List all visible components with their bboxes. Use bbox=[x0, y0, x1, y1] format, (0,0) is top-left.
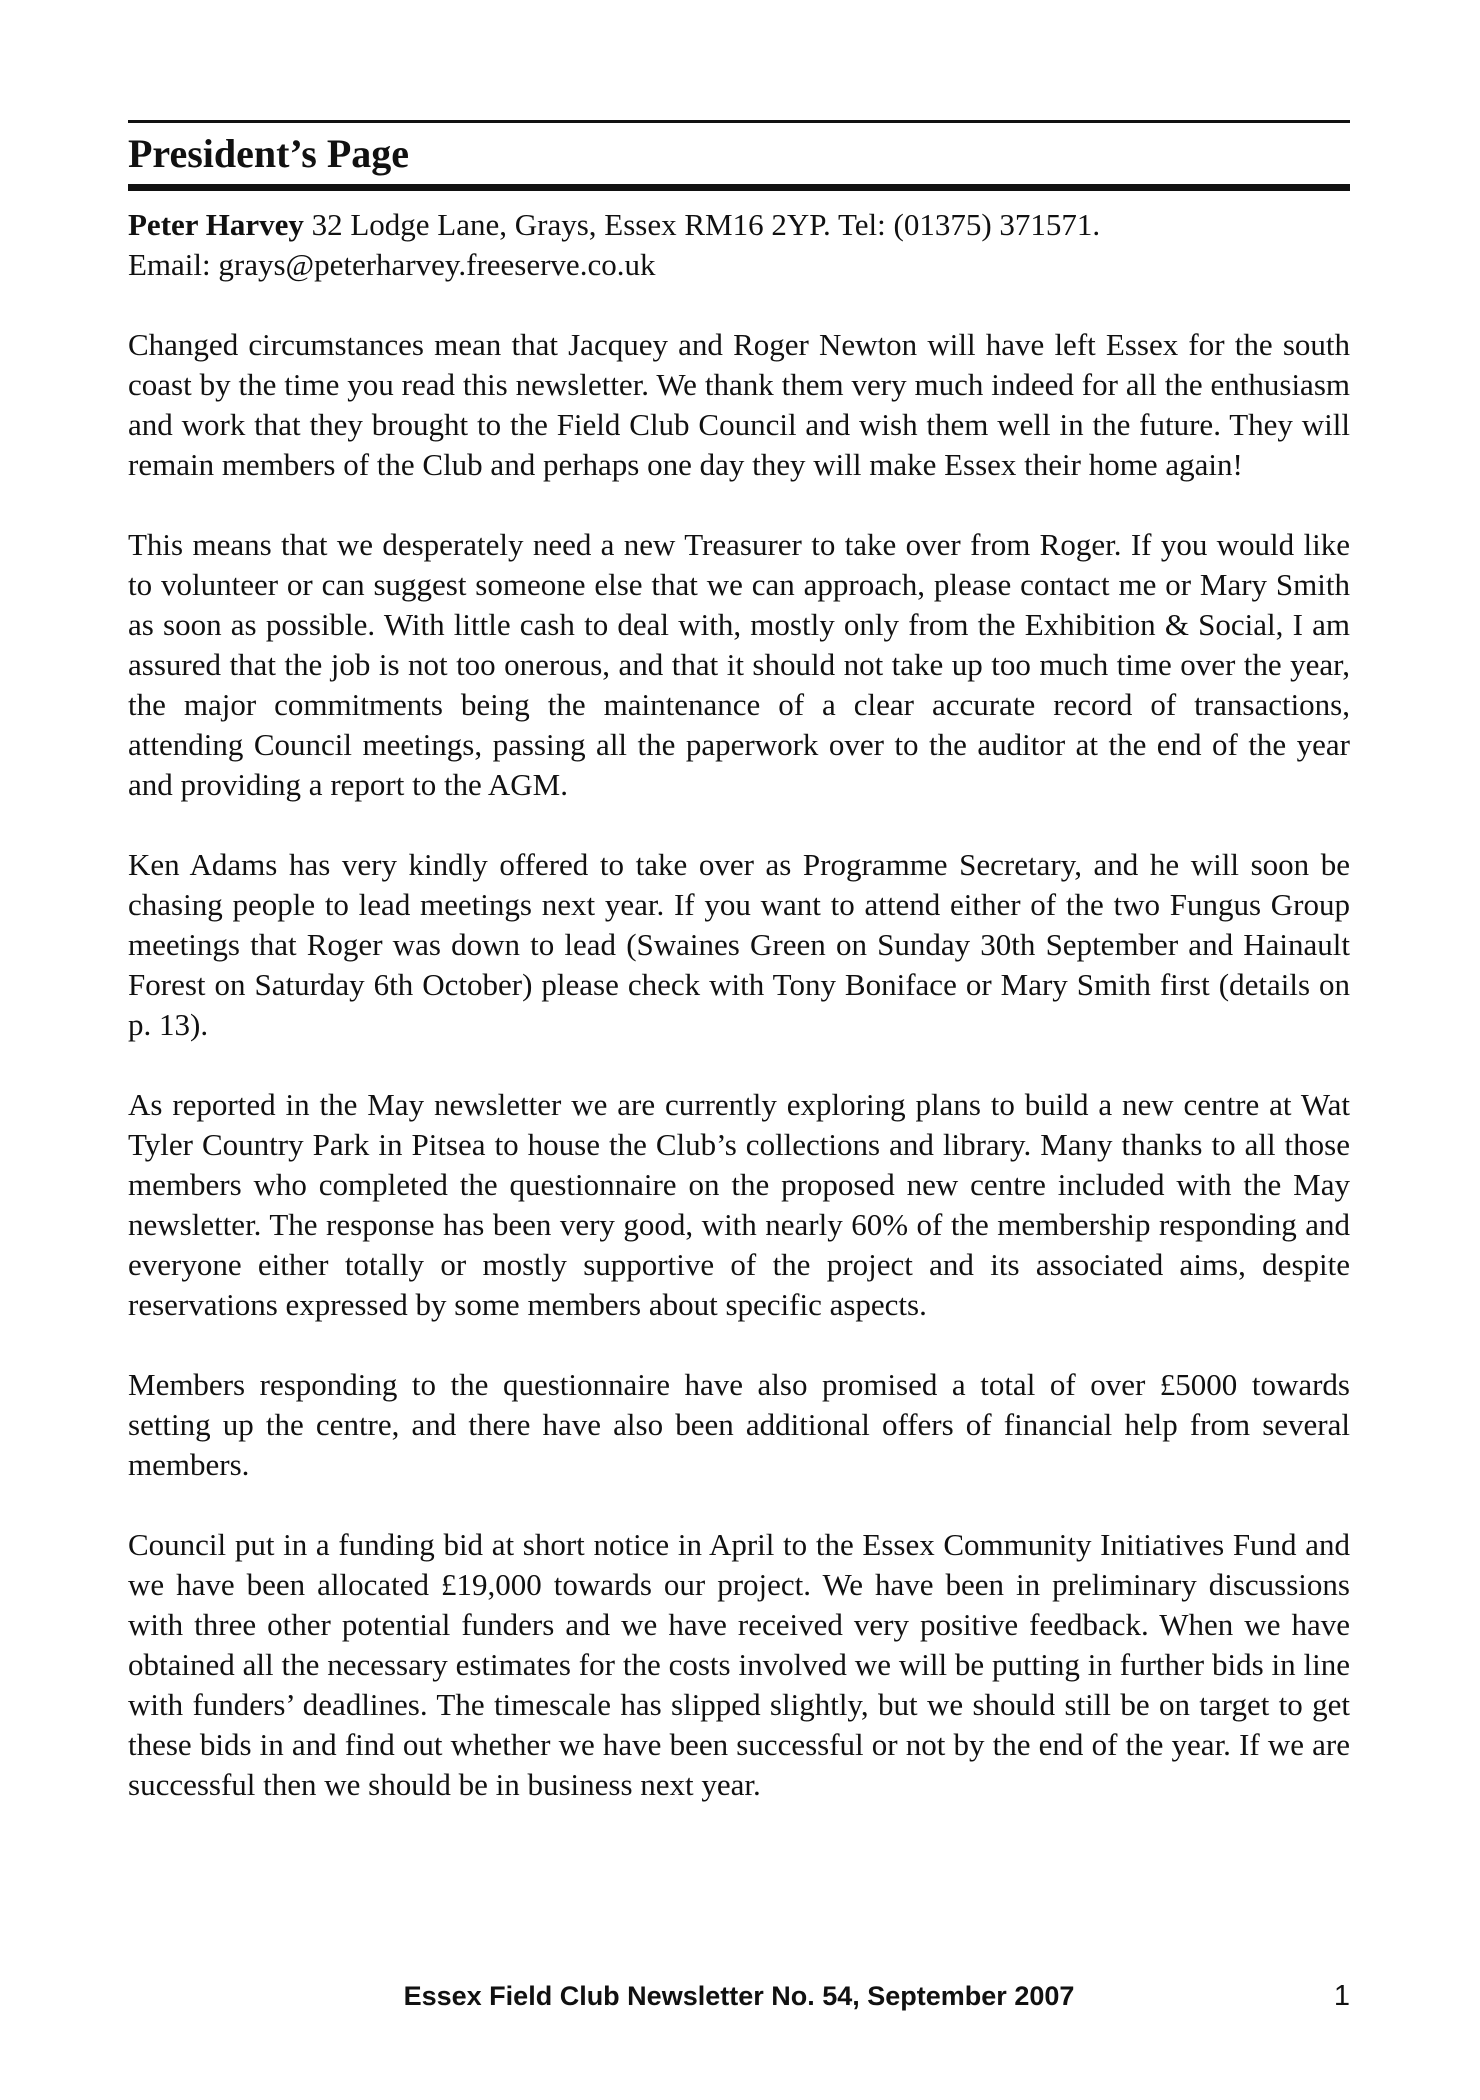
publication-title: Essex Field Club Newsletter No. 54, September 2007 bbox=[403, 1981, 1075, 2011]
heading-underline-rule bbox=[128, 184, 1350, 191]
page-footer bbox=[128, 1978, 1350, 2018]
page-number: 1 bbox=[1333, 1980, 1350, 2012]
author-email: Email: grays@peterharvey.freeserve.co.uk bbox=[128, 247, 656, 282]
section-title: President’s Page bbox=[128, 131, 410, 176]
article-page bbox=[128, 120, 1350, 1805]
paragraph-treasurer-vacancy: This means that we desperately need a new Treasurer to take over from Roger. If you would like to volunteer or can suggest someone else that we can approach, please contact me or Mary Smith as soon as possible. With little cash to deal with, mostly only from the Exhibition & Social, I am assured that the job is not too onerous, and that it should not take up too much time over the year, the major commitments being the maintenance of a clear accurate record of transactions, attending Council meetings, passing all the paperwork over to the auditor at the end of the year and providing a report to the AGM. bbox=[128, 527, 1350, 802]
paragraph-member-pledges: Members responding to the questionnaire have also promised a total of over £5000 towards setting up the centre, and there have also been additional offers of financial help from several members. bbox=[128, 1367, 1350, 1482]
paragraph-new-centre-plans: As reported in the May newsletter we are currently exploring plans to build a new centre at Wat Tyler Country Park in Pitsea to house the Club’s collections and library. Many thanks to all those members who completed the questionnaire on the proposed new centre included with the May newsletter. The response has been very good, with nearly 60% of the membership responding and everyone either totally or mostly supportive of the project and its associated aims, despite reservations expressed by some members about specific aspects. bbox=[128, 1087, 1350, 1322]
paragraph-programme-secretary: Ken Adams has very kindly offered to take over as Programme Secretary, and he will soon be chasing people to lead meetings next year. If you want to attend either of the two Fungus Group meetings that Roger was down to lead (Swaines Green on Sunday 30th September and Hainault Forest on Saturday 6th October) please check with Tony Boniface or Mary Smith first (details on p. 13). bbox=[128, 847, 1350, 1042]
article-body bbox=[128, 325, 1350, 1805]
contact-block bbox=[128, 205, 1350, 285]
author-name: Peter Harvey bbox=[128, 207, 304, 242]
paragraph-funding-bids: Council put in a funding bid at short notice in April to the Essex Community Initiatives Fund and we have been allocated £19,000 towards our project. We have been in preliminary discussions with three other potential funders and we have received very positive feedback. When we have obtained all the necessary estimates for the costs involved we will be putting in further bids in line with funders’ deadlines. The timescale has slipped slightly, but we should still be on target to get these bids in and find out whether we have been successful or not by the end of the year. If we are successful then we should be in business next year. bbox=[128, 1527, 1350, 1802]
paragraph-newton-departure: Changed circumstances mean that Jacquey and Roger Newton will have left Essex for the south coast by the time you read this newsletter. We thank them very much indeed for all the enthusiasm and work that they brought to the Field Club Council and wish them well in the future. They will remain members of the Club and perhaps one day they will make Essex their home again! bbox=[128, 327, 1350, 482]
top-rule bbox=[128, 120, 1350, 123]
author-address: 32 Lodge Lane, Grays, Essex RM16 2YP. Tel: (01375) 371571. bbox=[303, 207, 1101, 242]
contact-line bbox=[128, 205, 1350, 245]
